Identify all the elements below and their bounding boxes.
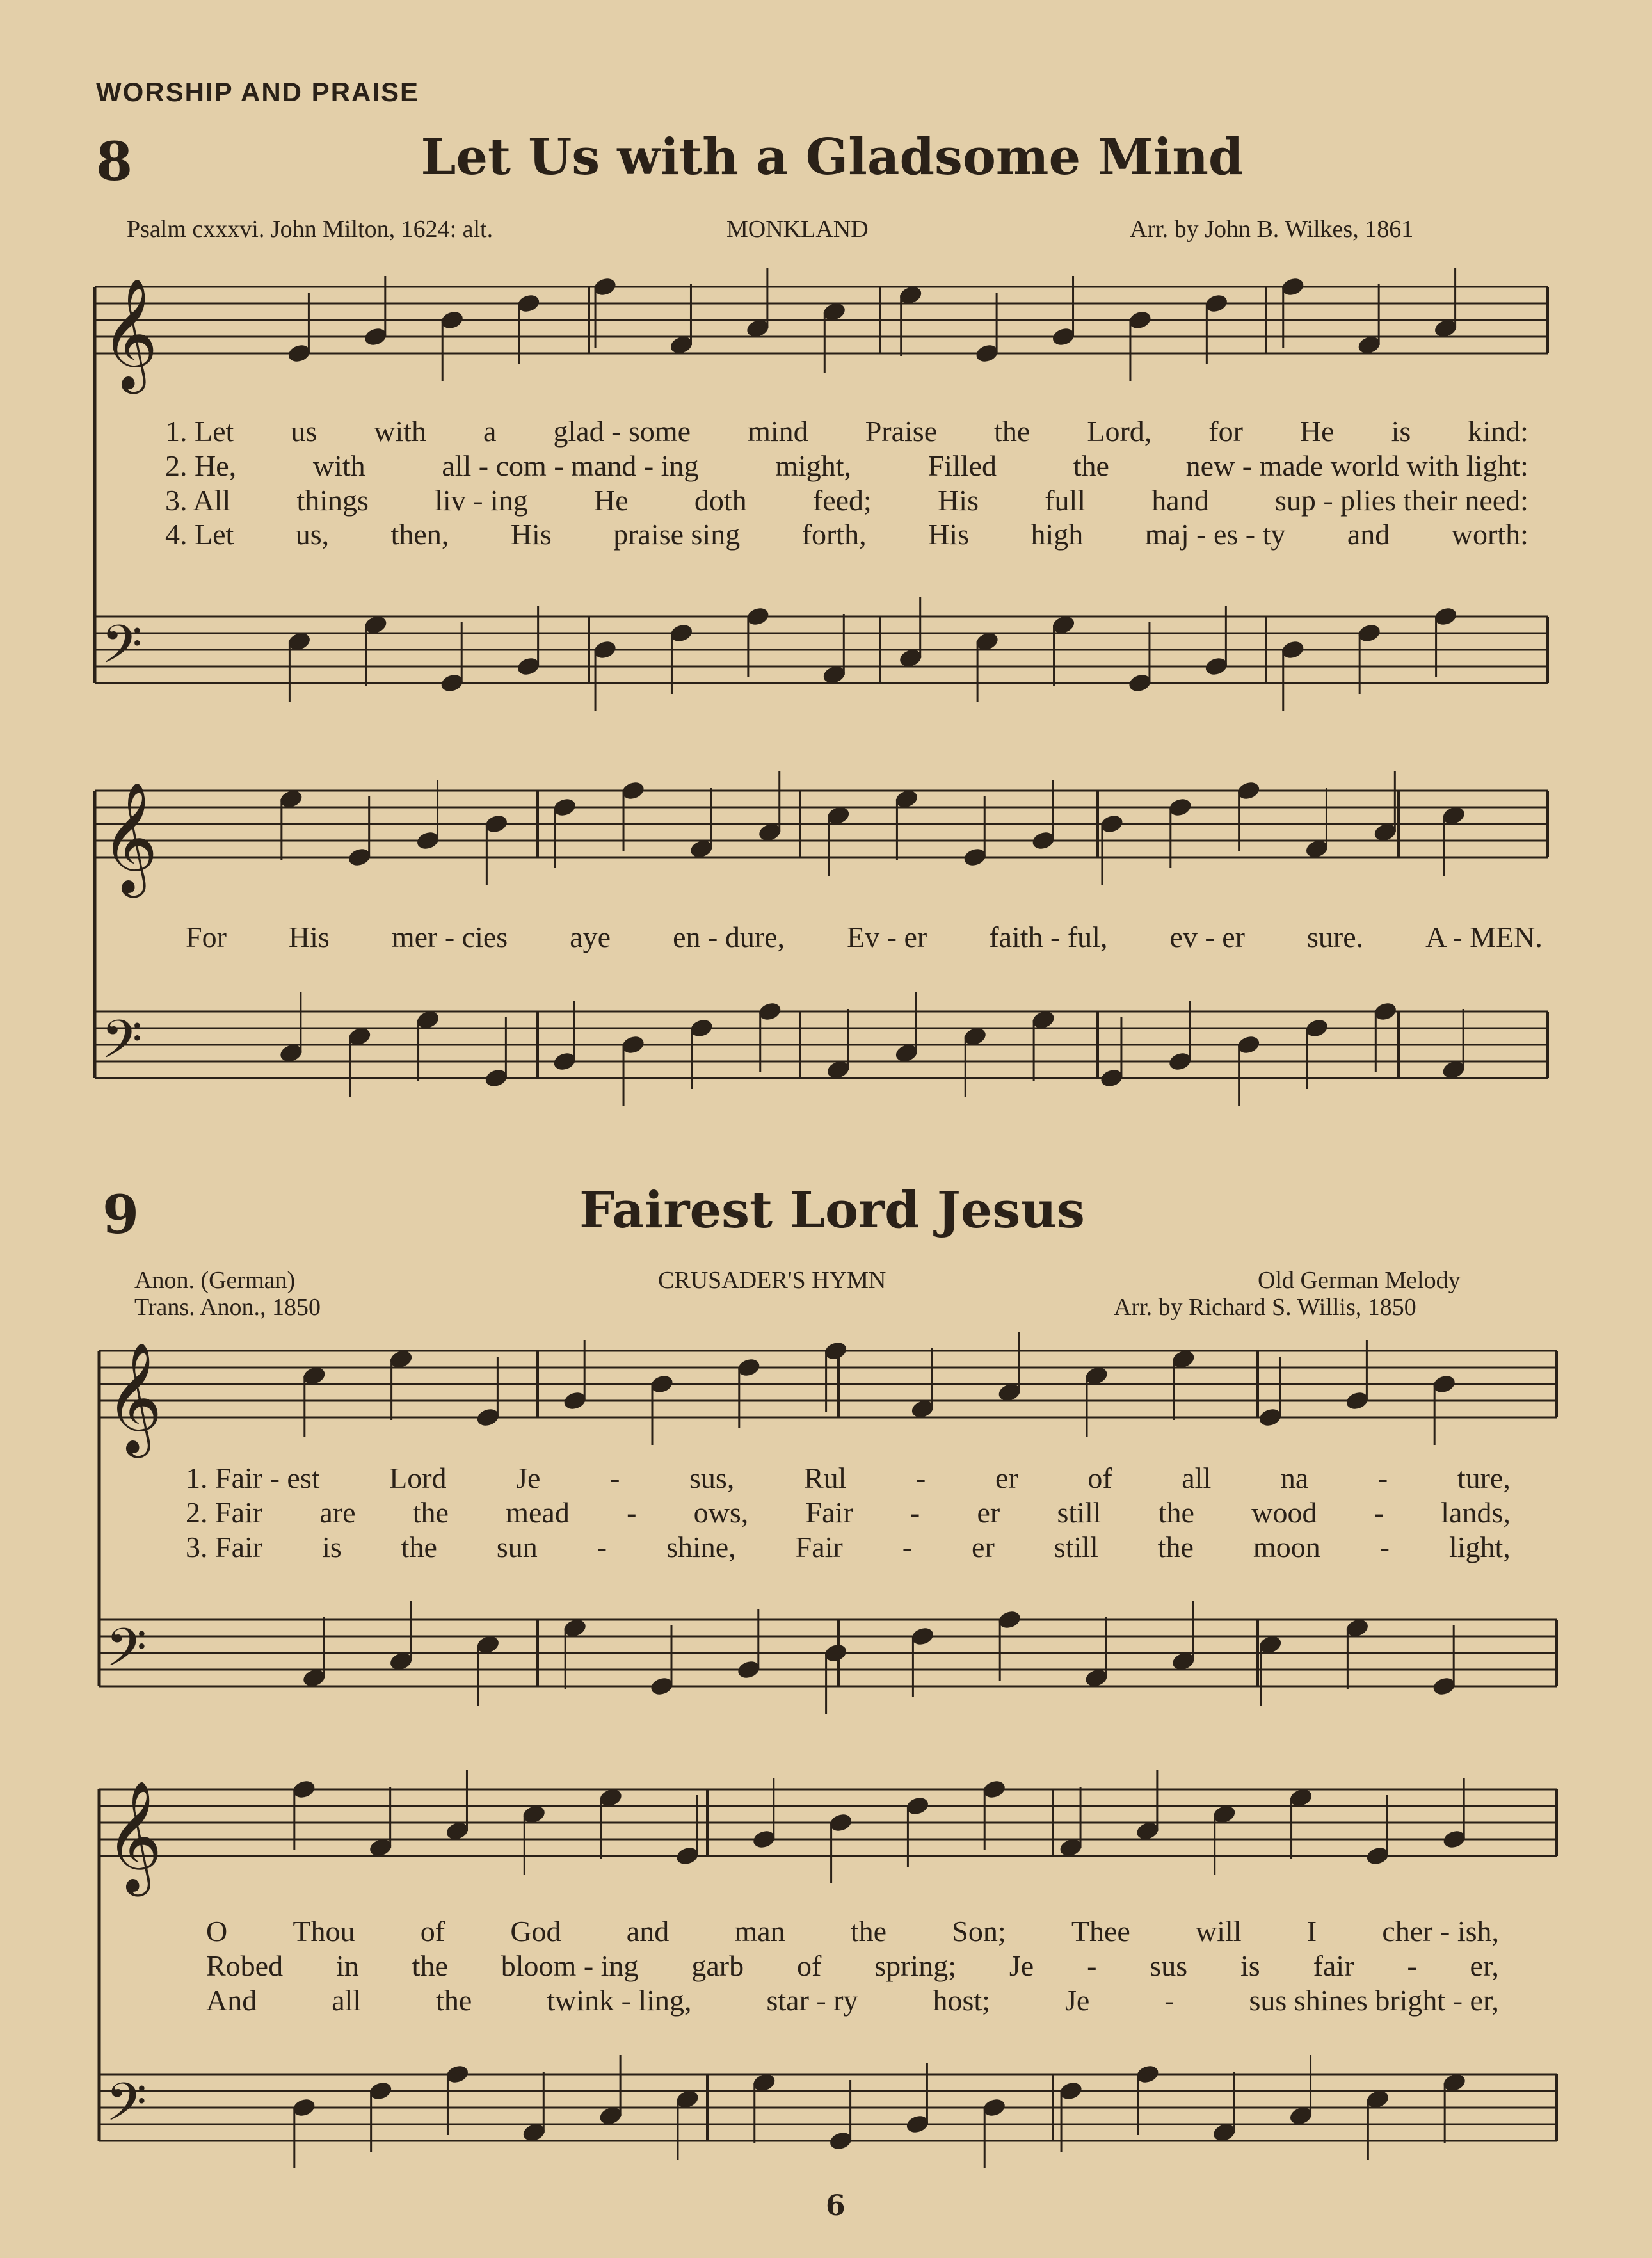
lyric-word: hand — [1151, 484, 1209, 517]
lyric-word: with — [374, 415, 427, 448]
lyric-word: all — [1182, 1462, 1212, 1494]
lyric-word: sup - plies their need: — [1274, 484, 1528, 517]
lyric-word: is — [322, 1531, 342, 1563]
bass-clef-icon: 𝄢 — [106, 1617, 147, 1691]
treble-clef-icon: 𝄞 — [106, 1342, 163, 1453]
lyric-word: of — [1087, 1462, 1112, 1494]
lyric-word: the — [1157, 1531, 1194, 1563]
hymn-8-verse-2 — [165, 449, 1528, 483]
lyric-word: wood — [1251, 1496, 1317, 1529]
lyric-word: - — [597, 1531, 607, 1563]
lyric-word: star - ry — [766, 1984, 858, 2017]
bass-clef-icon: 𝄢 — [101, 613, 143, 688]
lyric-word: mer - cies — [391, 921, 508, 953]
lyric-word: the — [412, 1496, 449, 1529]
lyric-word: 3. Fair — [186, 1531, 263, 1563]
lyric-word: sun — [496, 1531, 538, 1563]
lyric-word: er — [972, 1531, 995, 1563]
hymn-9-verse-2b — [206, 1949, 1499, 1983]
lyric-word: us, — [295, 518, 330, 551]
lyric-word: 3. All — [165, 484, 231, 517]
lyric-word: forth, — [801, 518, 867, 551]
lyric-word: I — [1306, 1915, 1317, 1948]
lyric-word: - — [1164, 1984, 1175, 2017]
lyric-word: and — [1347, 518, 1390, 551]
lyric-word: He — [594, 484, 629, 517]
hymn-8-refrain — [186, 920, 1543, 955]
lyric-word: doth — [694, 484, 747, 517]
treble-clef-icon: 𝄞 — [101, 278, 158, 389]
lyric-word: Filled — [927, 449, 997, 482]
lyric-word: er, — [1470, 1949, 1499, 1982]
page-number: 6 — [826, 2189, 846, 2222]
hymn-9-text-credit-2: Trans. Anon., 1850 — [134, 1294, 321, 1321]
lyric-word: O — [206, 1915, 228, 1948]
lyric-word: moon — [1253, 1531, 1320, 1563]
lyric-word: ev - er — [1169, 921, 1245, 953]
hymn-9-verse-3a — [186, 1530, 1511, 1565]
hymn-8-tune-name: MONKLAND — [726, 216, 869, 243]
lyric-word: er — [995, 1462, 1018, 1494]
hymn-9-verse-2a — [186, 1496, 1511, 1530]
lyric-word: Robed — [206, 1949, 284, 1982]
lyric-word: feed; — [812, 484, 872, 517]
treble-clef-icon: 𝄞 — [101, 782, 158, 893]
lyric-word: en - dure, — [673, 921, 785, 953]
hymn-9-text-credit-1: Anon. (German) — [134, 1267, 296, 1294]
lyric-word: 4. Let — [165, 518, 234, 551]
lyric-word: with — [312, 449, 365, 482]
hymn-title-8: Let Us with a Gladsome Mind — [421, 128, 1244, 186]
lyric-word: - — [1379, 1531, 1390, 1563]
lyric-word: things — [296, 484, 369, 517]
lyric-word: na — [1280, 1462, 1309, 1494]
lyric-word: God — [510, 1915, 561, 1948]
lyric-word: Fair — [805, 1496, 853, 1529]
lyric-word: faith - ful, — [989, 921, 1108, 953]
lyric-word: - — [1407, 1949, 1417, 1982]
lyric-word: the — [1158, 1496, 1194, 1529]
lyric-word: light, — [1448, 1531, 1511, 1563]
lyric-word: shine, — [666, 1531, 736, 1563]
lyric-word: er — [977, 1496, 1000, 1529]
lyric-word: kind: — [1468, 415, 1528, 448]
lyric-word: a — [483, 415, 497, 448]
lyric-word: still — [1054, 1531, 1098, 1563]
lyric-word: - — [1087, 1949, 1097, 1982]
hymn-9-tune-name: CRUSADER'S HYMN — [658, 1267, 886, 1294]
hymn-9-verse-3b — [206, 1983, 1499, 2018]
bass-clef-icon: 𝄢 — [106, 2071, 147, 2146]
hymn-8-text-credit: Psalm cxxxvi. John Milton, 1624: alt. — [127, 216, 493, 243]
lyric-word: maj - es - ty — [1144, 518, 1286, 551]
lyric-word: - — [916, 1462, 926, 1494]
lyric-word: of — [796, 1949, 822, 1982]
lyric-word: bloom - ing — [501, 1949, 639, 1982]
lyric-word: full — [1045, 484, 1086, 517]
lyric-word: Fair — [795, 1531, 843, 1563]
lyric-word: cher - ish, — [1382, 1915, 1499, 1948]
lyric-word: worth: — [1451, 518, 1528, 551]
lyric-word: 1. Fair - est — [186, 1462, 320, 1494]
lyric-word: 2. Fair — [186, 1496, 263, 1529]
lyric-word: sus, — [689, 1462, 735, 1494]
lyric-word: man — [734, 1915, 785, 1948]
lyric-word: sus shines bright - er, — [1249, 1984, 1499, 2017]
lyric-word: host; — [933, 1984, 990, 2017]
lyric-word: For — [186, 921, 227, 953]
lyric-word: - — [902, 1531, 913, 1563]
hymn-number-9: 9 — [102, 1184, 140, 1246]
lyric-word: Je — [516, 1462, 541, 1494]
lyric-word: - — [627, 1496, 637, 1529]
lyric-word: 1. Let — [165, 415, 234, 448]
lyric-word: spring; — [874, 1949, 956, 1982]
hymn-8-music-credit: Arr. by John B. Wilkes, 1861 — [1130, 216, 1414, 243]
lyric-word: Rul — [803, 1462, 847, 1494]
lyric-word: aye — [570, 921, 611, 953]
lyric-word: Je — [1009, 1949, 1034, 1982]
lyric-word: is — [1240, 1949, 1260, 1982]
section-header: WORSHIP AND PRAISE — [96, 77, 420, 107]
lyric-word: ture, — [1457, 1462, 1511, 1494]
lyric-word: His — [288, 921, 330, 953]
lyric-word: high — [1030, 518, 1084, 551]
hymn-9-music-credit-2: Arr. by Richard S. Willis, 1850 — [1114, 1294, 1416, 1321]
bass-clef-icon: 𝄢 — [101, 1008, 143, 1083]
lyric-word: ows, — [693, 1496, 749, 1529]
lyric-word: the — [850, 1915, 887, 1948]
lyric-word: the — [412, 1949, 448, 1982]
lyric-word: mead — [506, 1496, 570, 1529]
lyric-word: Je — [1064, 1984, 1090, 2017]
lyric-word: is — [1391, 415, 1411, 448]
lyric-word: Thou — [293, 1915, 355, 1948]
lyric-word: are — [319, 1496, 356, 1529]
lyric-word: all - com - mand - ing — [442, 449, 699, 482]
lyric-word: might, — [775, 449, 851, 482]
lyric-word: lands, — [1441, 1496, 1511, 1529]
lyric-word: twink - ling, — [547, 1984, 692, 2017]
lyric-word: - — [910, 1496, 920, 1529]
lyric-word: His — [928, 518, 969, 551]
hymn-9-music-credit-1: Old German Melody — [1258, 1267, 1461, 1294]
hymn-8-verse-3 — [165, 483, 1528, 518]
lyric-word: glad - some — [553, 415, 691, 448]
lyric-word: fair — [1313, 1949, 1354, 1982]
lyric-word: all — [332, 1984, 362, 2017]
lyric-word: His — [938, 484, 979, 517]
lyric-word: the — [1073, 449, 1109, 482]
lyric-word: for — [1208, 415, 1243, 448]
lyric-word: Lord, — [1087, 415, 1152, 448]
lyric-word: He — [1299, 415, 1335, 448]
lyric-word: mind — [748, 415, 808, 448]
lyric-word: will — [1196, 1915, 1242, 1948]
lyric-word: Praise — [865, 415, 938, 448]
lyric-word: A - MEN. — [1425, 921, 1543, 953]
lyric-word: still — [1057, 1496, 1102, 1529]
hymn-title-9: Fairest Lord Jesus — [579, 1181, 1085, 1239]
lyric-word: then, — [390, 518, 449, 551]
lyric-word: - — [610, 1462, 620, 1494]
lyric-word: - — [1377, 1462, 1388, 1494]
lyric-word: the — [401, 1531, 437, 1563]
lyric-word: us — [291, 415, 317, 448]
lyric-word: and — [626, 1915, 670, 1948]
lyric-word: the — [994, 415, 1030, 448]
lyric-word: - — [1374, 1496, 1384, 1529]
lyric-word: new - made world with light: — [1185, 449, 1528, 482]
treble-clef-icon: 𝄞 — [106, 1780, 163, 1892]
lyric-word: praise sing — [613, 518, 741, 551]
lyric-word: in — [336, 1949, 359, 1982]
lyric-word: of — [420, 1915, 445, 1948]
lyric-word: And — [206, 1984, 257, 2017]
lyric-word: Thee — [1071, 1915, 1130, 1948]
lyric-word: Son; — [952, 1915, 1006, 1948]
lyric-word: Lord — [389, 1462, 447, 1494]
lyric-word: sus — [1150, 1949, 1188, 1982]
lyric-word: the — [436, 1984, 472, 2017]
lyric-word: Ev - er — [847, 921, 927, 953]
hymn-8-verse-1 — [165, 414, 1528, 449]
lyric-word: His — [510, 518, 552, 551]
hymn-9-verse-1a — [186, 1461, 1511, 1496]
lyric-word: garb — [691, 1949, 744, 1982]
hymn-8-verse-4 — [165, 517, 1528, 552]
lyric-word: sure. — [1306, 921, 1364, 953]
hymn-number-8: 8 — [96, 131, 133, 193]
lyric-word: 2. He, — [165, 449, 237, 482]
lyric-word: liv - ing — [435, 484, 528, 517]
hymn-9-verse-1b — [206, 1914, 1499, 1949]
